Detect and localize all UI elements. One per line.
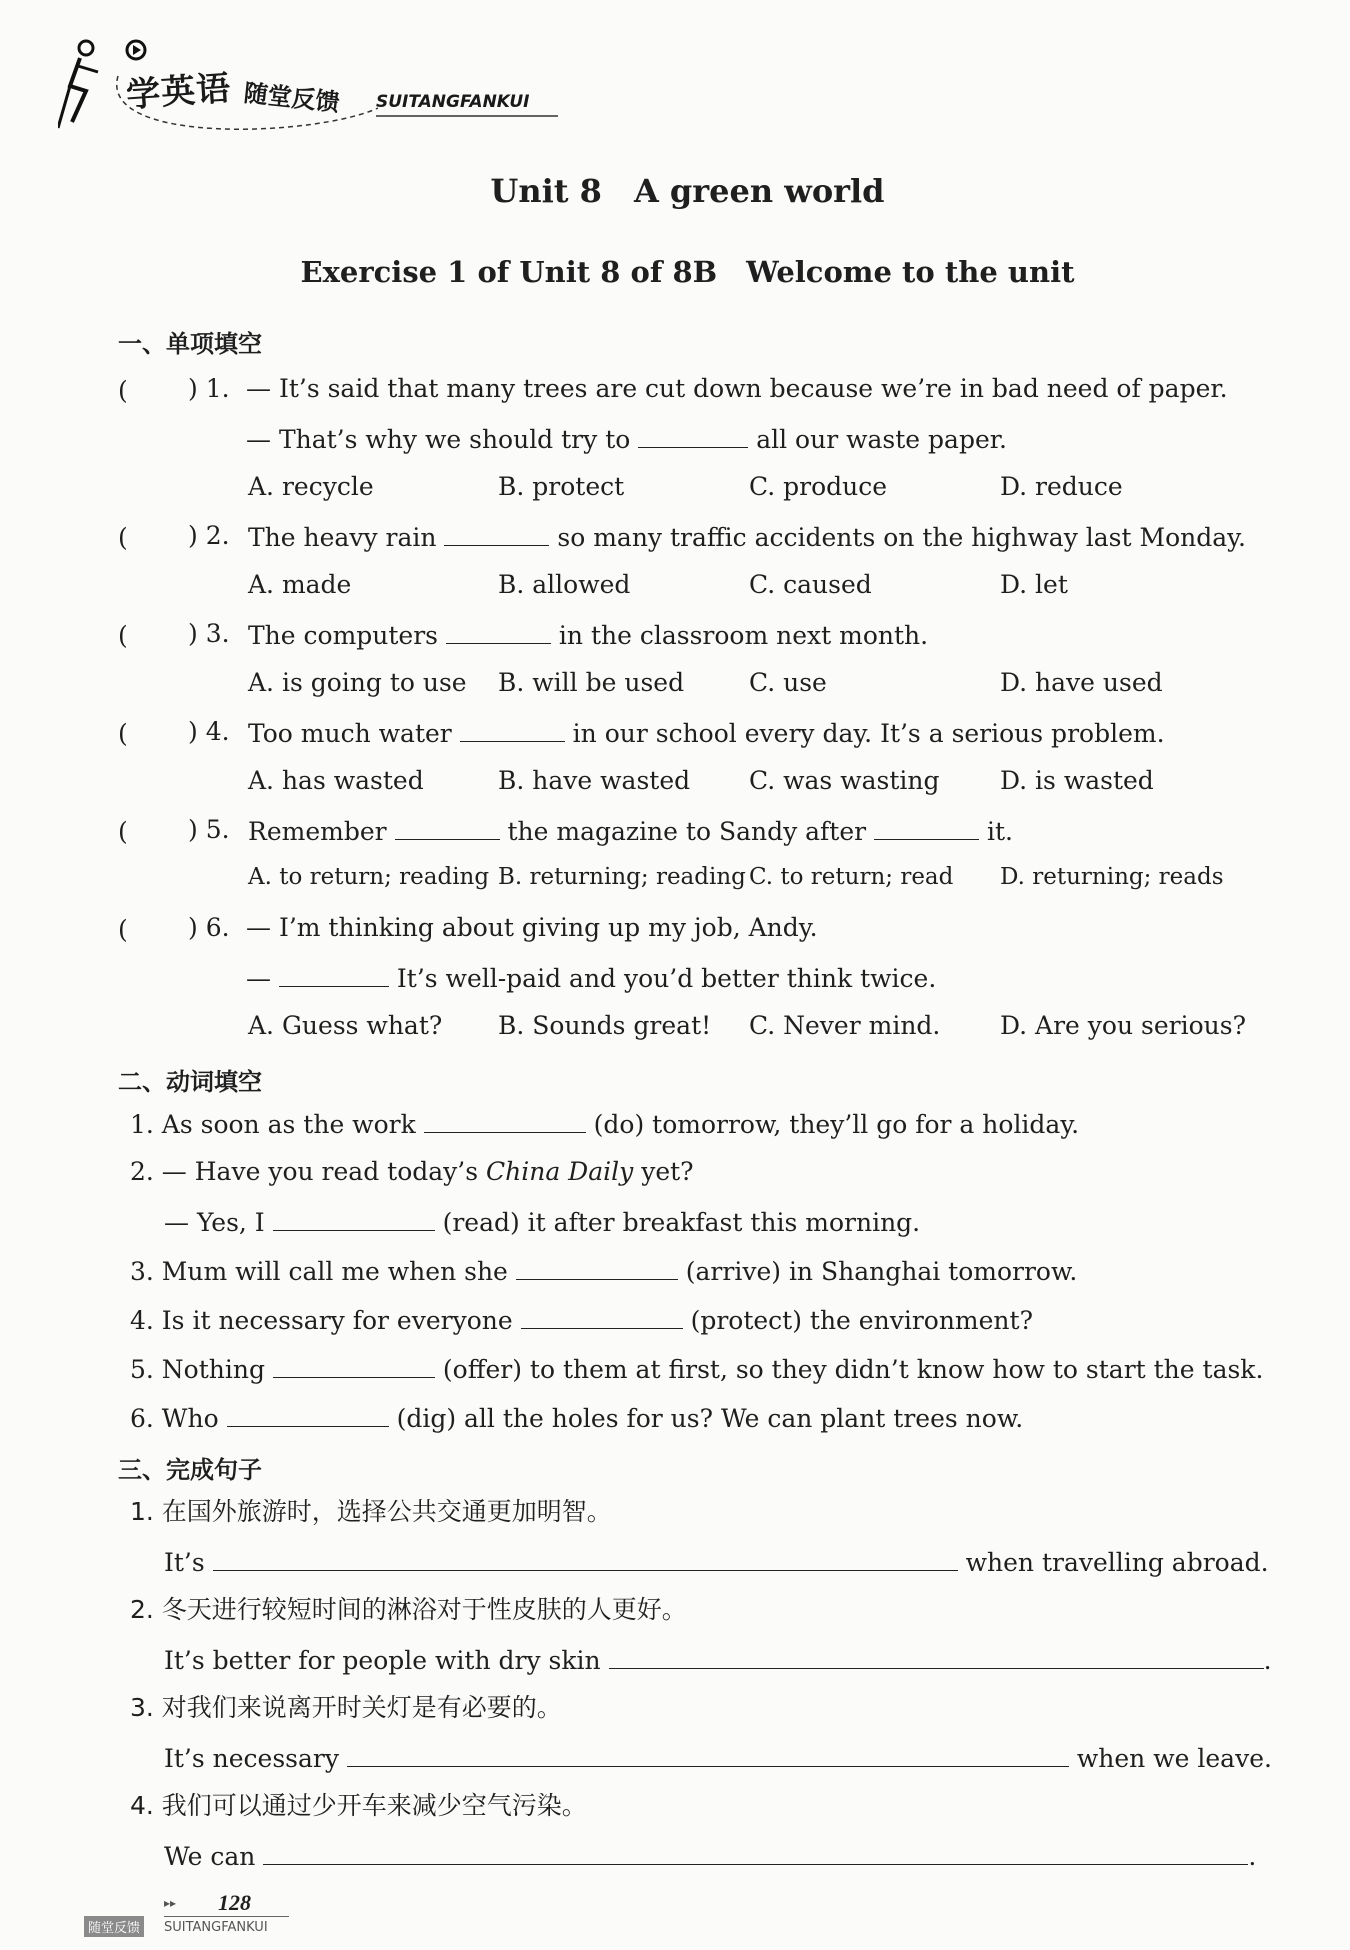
option-a: A. made — [248, 570, 352, 599]
verb-question — [164, 1206, 920, 1238]
option-a: A. has wasted — [248, 766, 424, 795]
verb-question — [130, 1255, 1077, 1287]
logo-title: 学英语 — [124, 68, 233, 116]
option-a: A. Guess what? — [248, 1011, 443, 1040]
question-text-part: We can — [164, 1842, 256, 1871]
question-text-part: 6. Who — [130, 1404, 219, 1433]
chinese-prompt: 1. 在国外旅游时，选择公共交通更加明智。 — [130, 1497, 612, 1526]
option-a: A. is going to use — [248, 668, 467, 697]
question-text — [248, 815, 1013, 847]
question-text-part: all our waste paper. — [756, 425, 1007, 454]
question-text-part: when we leave. — [1076, 1744, 1272, 1773]
answer-blank[interactable] — [521, 1304, 683, 1329]
question-text-part: . — [1248, 1842, 1257, 1871]
question-text — [248, 717, 1165, 749]
option-b: B. allowed — [498, 570, 631, 599]
sentence-completion — [164, 1840, 1256, 1872]
option-d: D. reduce — [1000, 472, 1123, 501]
option-d: D. let — [1000, 570, 1068, 599]
question-text-part: in our school every day. It’s a serious problem. — [572, 719, 1165, 748]
header-logo — [58, 36, 558, 136]
chinese-prompt: 3. 对我们来说离开时关灯是有必要的。 — [130, 1693, 562, 1722]
question-text-part: in the classroom next month. — [558, 621, 929, 650]
footer-label: 随堂反馈 — [84, 1916, 144, 1937]
answer-blank[interactable] — [874, 815, 979, 840]
option-d: D. have used — [1000, 668, 1163, 697]
question-number: ) 2. — [188, 521, 230, 550]
answer-blank[interactable] — [213, 1546, 958, 1571]
question-text — [248, 619, 928, 651]
question-text-part: the magazine to Sandy after — [507, 817, 867, 846]
question-number: ) 5. — [188, 815, 230, 844]
answer-blank[interactable] — [424, 1108, 586, 1133]
answer-paren[interactable]: ( — [118, 817, 128, 846]
answer-blank[interactable] — [609, 1644, 1264, 1669]
question-text-part: Too much water — [248, 719, 452, 748]
question-text-part: It’s — [164, 1548, 205, 1577]
question-text-part: yet? — [641, 1157, 694, 1186]
section-heading-1: 一、单项填空 — [118, 330, 262, 358]
question-text-part: (offer) to them at first, so they didn’t know how to start the task. — [442, 1355, 1264, 1384]
option-d: D. Are you serious? — [1000, 1011, 1246, 1040]
question-text-part: (arrive) in Shanghai tomorrow. — [685, 1257, 1078, 1286]
question-text-part: 5. Nothing — [130, 1355, 265, 1384]
answer-paren[interactable]: ( — [118, 915, 128, 944]
verb-question — [130, 1402, 1023, 1434]
option-b: B. Sounds great! — [498, 1011, 712, 1040]
logo-pinyin: SUITANGFANKUI — [376, 92, 530, 112]
answer-paren[interactable]: ( — [118, 719, 128, 748]
verb-question — [130, 1304, 1033, 1336]
option-b: B. will be used — [498, 668, 685, 697]
question-text-part: it. — [987, 817, 1014, 846]
question-text-part: when travelling abroad. — [965, 1548, 1269, 1577]
question-number: ) 3. — [188, 619, 230, 648]
question-text-part: — — [246, 964, 271, 993]
question-text-part: 3. Mum will call me when she — [130, 1257, 508, 1286]
sentence-completion — [164, 1644, 1272, 1676]
option-d: D. is wasted — [1000, 766, 1154, 795]
question-text: — It’s said that many trees are cut down because we’re in bad need of paper. — [246, 374, 1228, 403]
answer-blank[interactable] — [444, 521, 549, 546]
question-text-part: The computers — [248, 621, 439, 650]
question-text-part: — Yes, I — [164, 1208, 265, 1237]
newspaper-name: China Daily — [486, 1157, 634, 1186]
question-text-part: 4. Is it necessary for everyone — [130, 1306, 513, 1335]
answer-blank[interactable] — [395, 815, 500, 840]
question-text-part: It’s necessary — [164, 1744, 339, 1773]
question-text-part: Remember — [248, 817, 387, 846]
question-text-part: 2. — Have you read today’s — [130, 1157, 479, 1186]
section-heading-3: 三、完成句子 — [118, 1456, 262, 1484]
option-b: B. protect — [498, 472, 625, 501]
option-a: A. to return; reading — [248, 864, 490, 890]
footer-pinyin: SUITANGFANKUI — [164, 1920, 268, 1935]
question-number: ) 4. — [188, 717, 230, 746]
question-text-part: It’s better for people with dry skin — [164, 1646, 601, 1675]
question-text-part: so many traffic accidents on the highway last Monday. — [557, 523, 1246, 552]
option-b: B. have wasted — [498, 766, 691, 795]
question-number: ) 1. — [188, 374, 230, 403]
question-text-part: It’s well-paid and you’d better think twice. — [396, 964, 937, 993]
question-text-part: (read) it after breakfast this morning. — [442, 1208, 921, 1237]
question-text-part: — That’s why we should try to — [246, 425, 631, 454]
answer-paren[interactable]: ( — [118, 621, 128, 650]
answer-blank[interactable] — [263, 1840, 1248, 1865]
footer-divider — [164, 1916, 289, 1917]
question-text-part: The heavy rain — [248, 523, 437, 552]
answer-paren[interactable]: ( — [118, 523, 128, 552]
option-c: C. produce — [749, 472, 888, 501]
option-c: C. to return; read — [749, 864, 954, 890]
verb-question — [130, 1108, 1079, 1140]
sentence-completion — [164, 1546, 1269, 1578]
answer-blank[interactable] — [347, 1742, 1069, 1767]
page-title: Unit 8 A green world — [490, 172, 885, 210]
answer-blank[interactable] — [638, 423, 748, 448]
verb-question — [130, 1157, 694, 1187]
question-text-part: (do) tomorrow, they’ll go for a holiday. — [593, 1110, 1080, 1139]
double-arrow-icon: ▸▸ — [164, 1896, 177, 1910]
page-subtitle: Exercise 1 of Unit 8 of 8B Welcome to the unit — [300, 255, 1075, 289]
answer-blank[interactable] — [227, 1402, 389, 1427]
question-text-part: 1. As soon as the work — [130, 1110, 416, 1139]
logo-subtitle: 随堂反馈 — [242, 79, 341, 117]
question-text-part: (dig) all the holes for us? We can plant trees now. — [396, 1404, 1024, 1433]
section-heading-2: 二、动词填空 — [118, 1068, 262, 1096]
question-text — [248, 521, 1246, 553]
chinese-prompt: 4. 我们可以通过少开车来减少空气污染。 — [130, 1791, 587, 1820]
option-c: C. Never mind. — [749, 1011, 941, 1040]
option-d: D. returning; reads — [1000, 864, 1224, 890]
question-text-part: . — [1263, 1646, 1272, 1675]
page-number: 128 — [218, 1890, 251, 1915]
answer-blank[interactable] — [273, 1206, 435, 1231]
answer-paren[interactable]: ( — [118, 376, 128, 405]
option-b: B. returning; reading — [498, 864, 746, 890]
chinese-prompt: 2. 冬天进行较短时间的淋浴对于性皮肤的人更好。 — [130, 1595, 687, 1624]
option-c: C. use — [749, 668, 827, 697]
sentence-completion — [164, 1742, 1272, 1774]
answer-blank[interactable] — [446, 619, 551, 644]
question-text: — I’m thinking about giving up my job, Andy. — [246, 913, 818, 942]
answer-blank[interactable] — [279, 962, 389, 987]
option-a: A. recycle — [248, 472, 374, 501]
question-text — [246, 423, 1007, 455]
question-text — [246, 962, 936, 994]
answer-blank[interactable] — [516, 1255, 678, 1280]
option-c: C. caused — [749, 570, 872, 599]
answer-blank[interactable] — [273, 1353, 435, 1378]
answer-blank[interactable] — [460, 717, 565, 742]
question-number: ) 6. — [188, 913, 230, 942]
verb-question — [130, 1353, 1263, 1385]
option-c: C. was wasting — [749, 766, 940, 795]
question-text-part: (protect) the environment? — [690, 1306, 1033, 1335]
